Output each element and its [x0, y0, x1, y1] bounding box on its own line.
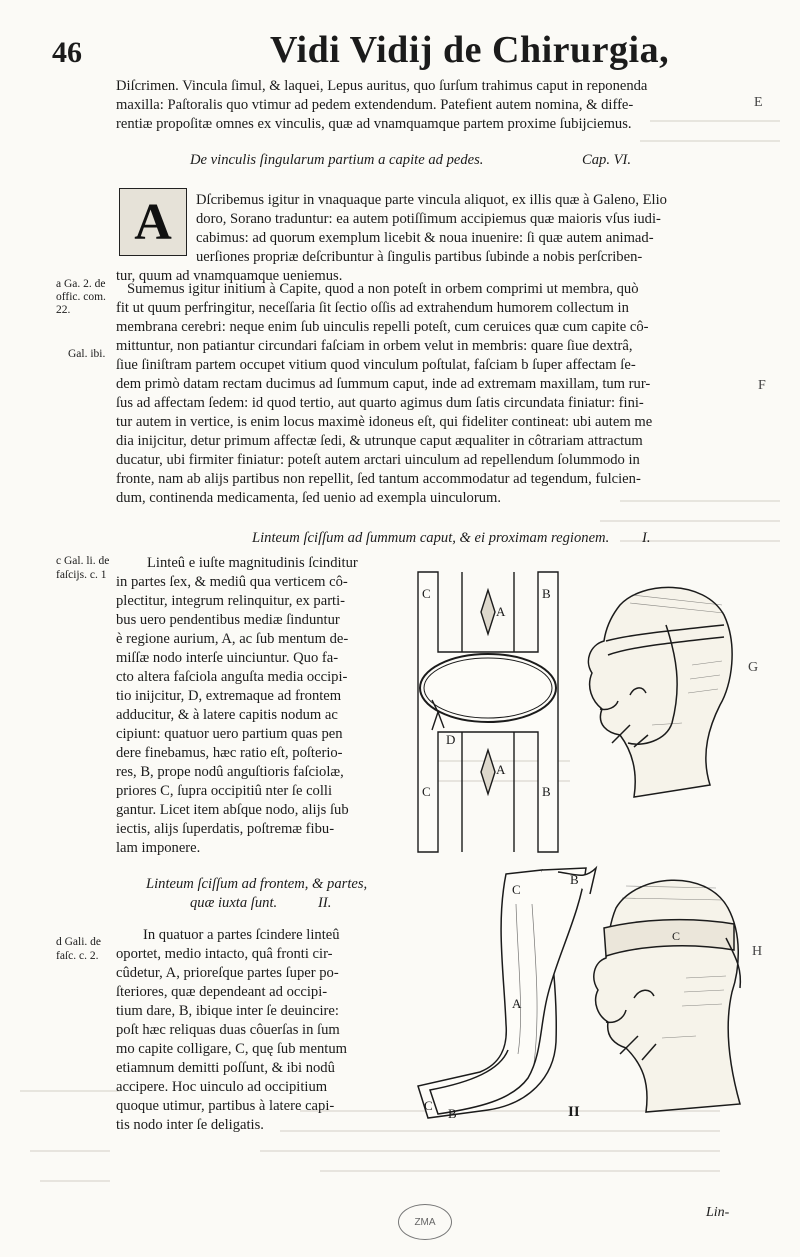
chapter-heading: De vinculis ſingularum partium a capite ad pedes. — [190, 152, 484, 168]
figure2-label: C — [512, 882, 521, 897]
chapter-line: doro, Sorano traduntur: ea autem potiſſimum accipiemus quæ maioris vſus iudi- — [196, 211, 661, 227]
section1-line: bus uero pendentibus mediæ ſinduntur — [116, 612, 340, 628]
figure2-label: C — [424, 1098, 433, 1113]
margin-note-d: d Gali. de — [56, 936, 102, 948]
body-line: mittuntur, non patiantur circundari faſciam in orbem velut in membris: quare ſiue dextrâ, — [116, 338, 633, 354]
figure2-label: B — [448, 1106, 457, 1121]
bandaged-head-figure — [572, 575, 742, 815]
bandaged-forehead-head-figure — [576, 868, 746, 1118]
section1-line: in partes ſex, & mediû qua verticem cô- — [116, 574, 348, 590]
body-line: dum, continenda medicamenta, ſed uenio ad exempla uinculorum. — [116, 490, 501, 506]
body-line: membrana cerebri: neque enim ſub uinculis repelli poteſt, cum ceruices quæ cum capite cô- — [116, 319, 649, 335]
section1-line: res, B, prope nodû anguſtioris faſciolæ, — [116, 764, 344, 780]
figure2-label: B — [570, 872, 579, 887]
section2-line: quoque utimur, partibus à latere capi- — [116, 1098, 335, 1114]
body-line: Sumemus igitur initium à Capite, quod a non poteſt in orbem comprimi ut membra, quò — [127, 281, 639, 297]
body-line: dia inijcitur, detur primum affectæ ſedi, & utrunque caput æqualiter in côtrariam attractum — [116, 433, 643, 449]
section2-line: tis nodo inter ſe deligatis. — [116, 1117, 264, 1133]
figure1-label: A — [496, 604, 506, 619]
chapter-line: Dſcribemus igitur in vnaquaque parte vincula aliquot, ex illis quæ à Galeno, Elio — [196, 192, 667, 208]
figure1-label: C — [422, 784, 431, 799]
body-line: ſiue ſiniſtram partem occupet vitium quod vinculum poſtulat, faſciam b ſuper affectam ſe- — [116, 357, 636, 373]
margin-note-c: faſcijs. c. 1 — [56, 569, 107, 581]
chapter-line: cabimus: ad quorum exemplum licebit & noua inuenire: ſi quæ autem animad- — [196, 230, 654, 246]
body-line: ſus ad affectam ſedem: id quod tertio, aut quarto agimus dum ſatis circundata finiatur: fini- — [116, 395, 644, 411]
library-stamp: ZMA — [398, 1204, 452, 1240]
section2-heading-line: Linteum ſciſſum ad frontem, & partes, — [146, 876, 368, 892]
figure2-head-label: C — [672, 929, 681, 943]
figure1-label: A — [496, 762, 506, 777]
intro-line: rentiæ propoſitæ omnes ex vinculis, quæ ad vnamquamque partem proxime ſubijciemus. — [116, 116, 632, 132]
margin-note-a: offic. com. — [56, 291, 106, 303]
figure2-label: II — [568, 1104, 580, 1120]
section2-heading-line: quæ iuxta ſunt. — [190, 895, 278, 911]
section1-line: priores C, ſupra occipitiû nter ſe colli — [116, 783, 333, 799]
split-bandage-figure — [410, 560, 570, 860]
margin-letter-g: G — [748, 660, 759, 675]
margin-note-d: faſc. c. 2. — [56, 950, 99, 962]
drop-cap-initial: A — [119, 188, 187, 256]
section1-line: plectitur, integrum relinquitur, ex parti- — [116, 593, 346, 609]
section1-number: I. — [642, 530, 651, 546]
figure2-label: A — [512, 996, 522, 1011]
section1-line: adducitur, & à latere capitis nodum ac — [116, 707, 338, 723]
section1-line: dere finebamus, hæc ratio eſt, poſterio- — [116, 745, 343, 761]
section1-line: gantur. Licet item abſque nodo, alijs ſub — [116, 802, 349, 818]
body-line: ducatur, ubi firmiter finiatur: poteſt autem arctari uinculum ad repellendum ſolummodo in — [116, 452, 640, 468]
intro-line: maxilla: Paſtoralis quo vtimur ad pedem extendendum. Patefient autem nomina, & diffe- — [116, 97, 634, 113]
section2-line: ſteriores, quæ dependeant ad occipi- — [116, 984, 328, 1000]
chapter-line: tur, quum ad vnamquamque ueniemus. — [116, 268, 343, 284]
section1-line: miſſæ nodo interſe uinciuntur. Quo fa- — [116, 650, 339, 666]
chapter-line: uerſiones propriæ deſcribuntur à ſingulis partibus ſubinde a nobis perſcriben- — [196, 249, 643, 265]
section2-line: mo capite colligare, C, quę ſub mentum — [116, 1041, 348, 1057]
section1-heading: Linteum ſciſſum ad ſummum caput, & ei proximam regionem. — [252, 530, 610, 546]
margin-letter-h: H — [752, 944, 763, 959]
section1-line: è regione aurium, A, ac ſub mentum de- — [116, 631, 349, 647]
margin-note-a: a Ga. 2. de — [56, 278, 106, 290]
figure1-label: B — [542, 586, 551, 601]
body-line: dem primò datam rectam ducimus ad ſummum caput, inde ad extremam maxillam, tum rur- — [116, 376, 651, 392]
margin-letter-e: E — [754, 95, 763, 110]
margin-note-c: c Gal. li. de — [56, 555, 110, 567]
section2-line: In quatuor a partes ſcindere linteû — [143, 927, 340, 943]
section2-line: accipere. Hoc uinculo ad occipitium — [116, 1079, 328, 1095]
section2-line: poſt hæc reliquas duas côuerſas in ſum — [116, 1022, 340, 1038]
catchword: Lin- — [706, 1205, 730, 1220]
section1-line: iectis, alijs ſuperdatis, poſtremæ fibu- — [116, 821, 335, 837]
figure1-label: B — [542, 784, 551, 799]
page-number: 46 — [52, 36, 82, 69]
body-line: fronte, nam ab alijs partibus non repellit, ſed tantum accommodatur ad tegendum, fulcien- — [116, 471, 641, 487]
section1-line: tio inijcitur, D, extremaque ad frontem — [116, 688, 342, 704]
section2-line: tium dare, B, ibique inter ſe deuincire: — [116, 1003, 339, 1019]
section2-number: II. — [318, 895, 332, 911]
body-line: tur autem in vertice, is enim locus maximè idoneus eſt, qui fideliter contineat: ubi autem me — [116, 414, 653, 430]
body-line: fit ut quum perfringitur, neceſſaria ſit ſectio oſſis ad extrahendum humorem collectum in — [116, 300, 629, 316]
figure1-label: D — [446, 732, 456, 747]
margin-note-a: 22. — [56, 304, 71, 316]
intro-line: Diſcrimen. Vincula ſimul, & laquei, Lepus auritus, quo ſurſum trahimus caput in reponenda — [116, 78, 648, 94]
section2-line: etiamnum demitti poſſunt, & ibi nodû — [116, 1060, 335, 1076]
figure1-label: C — [422, 586, 431, 601]
running-title: Vidi Vidij de Chirurgia, — [270, 29, 670, 71]
section1-line: lam imponere. — [116, 840, 201, 856]
section1-line: cipiunt: quatuor uero partium quas pen — [116, 726, 343, 742]
margin-letter-f: F — [758, 378, 766, 393]
section2-line: oportet, medio intacto, quâ fronti cir- — [116, 946, 333, 962]
chapter-number: Cap. VI. — [582, 152, 632, 168]
section1-line: Linteû e iuſte magnitudinis ſcinditur — [147, 555, 358, 571]
section2-line: cûdetur, A, prioreſque partes ſuper po- — [116, 965, 339, 981]
section1-line: cto altera faſciola anguſta media occipi- — [116, 669, 348, 685]
margin-note-b: Gal. ibi. — [68, 348, 106, 360]
